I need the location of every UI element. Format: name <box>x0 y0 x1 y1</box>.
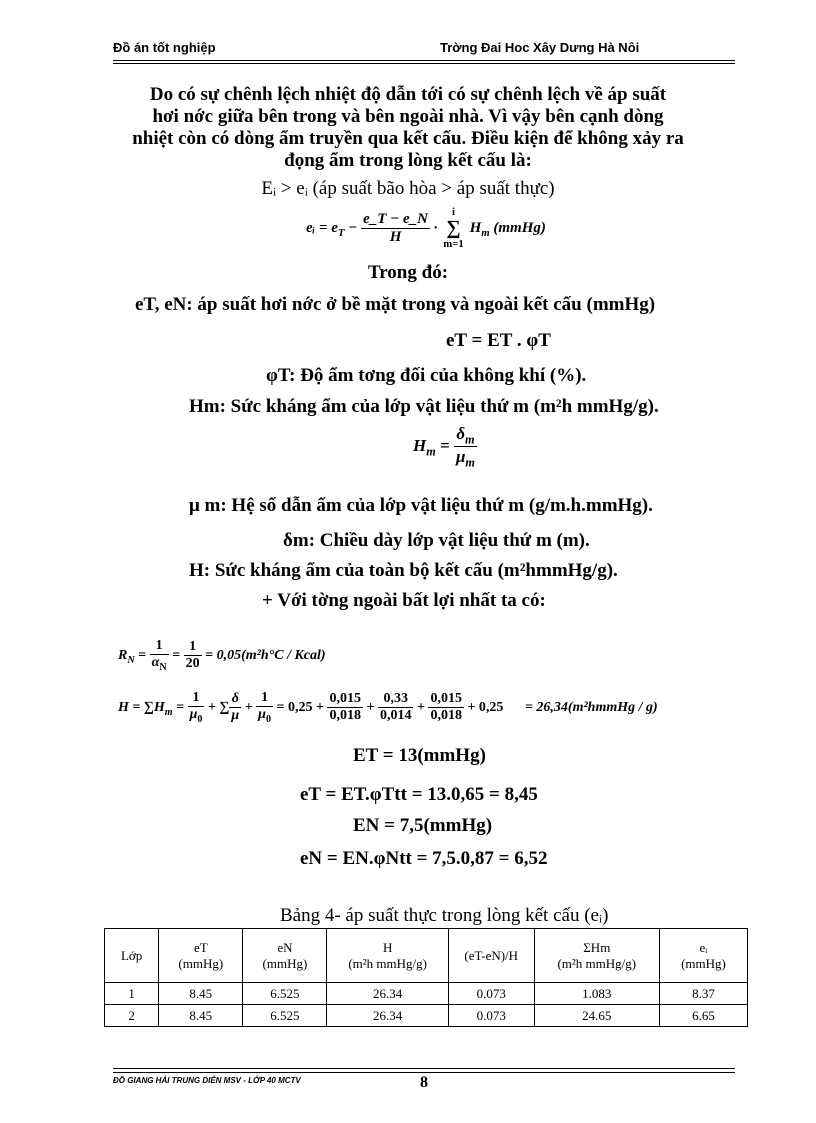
def-mu: μ m: Hệ số dẫn ẩm của lớp vật liệu thứ m (g/m.h.mmHg). <box>189 495 653 516</box>
header-cell: (eT-eN)/H <box>448 929 534 983</box>
pressure-table <box>104 928 748 1027</box>
table-cell: 2 <box>105 1005 159 1027</box>
table-header-row <box>105 929 748 983</box>
table-cell: 8.37 <box>659 983 747 1005</box>
table-row <box>105 1005 748 1027</box>
def-Hm: Hm: Sức kháng ẩm của lớp vật liệu thứ m (m²h mmHg/g). <box>189 396 659 417</box>
table-cell: 1 <box>105 983 159 1005</box>
table-cell: 6.65 <box>659 1005 747 1027</box>
formula-H: $H = \sum H_m$ = $\frac{1}{\mu_0}$ + ∑ $\frac{\delta}{\mu}$ + $\frac{1}{\mu_0}$ = 0,25 + $\frac{0,015}{0,018}$ + $\frac{0,33}{0,014}$ + $\frac{0,015}{0,018}$ + 0,25 = 26,34(m²hmmHg / g) <box>118 690 658 725</box>
footer-rule-2 <box>113 1072 735 1073</box>
formula-ei: eᵢ = $e_T$ − $\frac{e\_T - e\_N}{H}$ · i ∑ m=1 $H_m$ (mmHg) <box>306 206 546 251</box>
eq-eT: eT = ET . φT <box>446 330 551 351</box>
table-cell: 0.073 <box>448 1005 534 1027</box>
def-H: H: Sức kháng ẩm của toàn bộ kết cấu (m²hmmHg/g). <box>189 560 618 581</box>
formula-RN: $R_N$ = $\frac{1}{\alpha_N}$ = $\frac{1}{20}$ = 0,05(m²h°C / Kcal) <box>118 638 326 673</box>
header-cell: Lớp <box>105 929 159 983</box>
table-cell: 26.34 <box>327 1005 448 1027</box>
condition-line: Eᵢ > eᵢ (áp suất bão hòa > áp suất thực) <box>261 178 555 199</box>
calc-eT: eT = ET.φTtt = 13.0,65 = 8,45 <box>300 784 538 805</box>
header-cell: H (m²h mmHg/g) <box>327 929 448 983</box>
calc-ET: ET = 13(mmHg) <box>353 745 486 766</box>
header-rule-2 <box>113 63 735 64</box>
where-label: Trong đó: <box>367 262 449 283</box>
table-caption: Bảng 4- áp suất thực trong lòng kết cấu (eᵢ) <box>280 905 609 926</box>
table-cell: 24.65 <box>534 1005 659 1027</box>
footer-left: ĐỒ GIANG HẢI TRUNG DIỄN MSV - LỚP 40 MCTV <box>113 1076 301 1085</box>
footer-rule <box>113 1068 735 1069</box>
header-right: Trờng Đai Hoc Xây Dưng Hà Nôi <box>440 40 640 55</box>
table-cell: 6.525 <box>243 983 327 1005</box>
header-cell: ΣHm (m²h mmHg/g) <box>534 929 659 983</box>
table-row <box>105 983 748 1005</box>
page-number: 8 <box>420 1074 428 1091</box>
formula-Hm: $H_m$ = $\frac{\delta_m}{\mu_m}$ <box>413 424 475 470</box>
intro-line-3: nhiệt còn có dòng ẩm truyền qua kết cấu. Điều kiện để không xảy ra <box>132 128 684 149</box>
def-e: eT, eN: áp suất hơi nớc ở bề mặt trong và ngoài kết cấu (mmHg) <box>135 294 656 315</box>
table-cell: 8.45 <box>159 983 243 1005</box>
table-cell: 8.45 <box>159 1005 243 1027</box>
intro-line-2: hơi nớc giữa bên trong và bên ngoài nhà. Vì vậy bên cạnh dòng <box>152 106 664 127</box>
header-cell: eN (mmHg) <box>243 929 327 983</box>
intro-line-4: đọng ẩm trong lòng kết cấu là: <box>284 150 532 171</box>
header-cell: eᵢ (mmHg) <box>659 929 747 983</box>
calc-EN: EN = 7,5(mmHg) <box>353 815 493 836</box>
header-left: Đồ án tốt nghiệp <box>113 40 216 55</box>
table-cell: 6.525 <box>243 1005 327 1027</box>
table-cell: 0.073 <box>448 983 534 1005</box>
def-phi: φT: Độ ẩm tơng đối của không khí (%). <box>266 365 587 386</box>
intro-line-1: Do có sự chênh lệch nhiệt độ dẫn tới có sự chênh lệch về áp suất <box>149 84 667 105</box>
calc-eN: eN = EN.φNtt = 7,5.0,87 = 6,52 <box>300 848 548 869</box>
table-cell: 26.34 <box>327 983 448 1005</box>
header-cell: eT (mmHg) <box>159 929 243 983</box>
def-delta: δm: Chiều dày lớp vật liệu thứ m (m). <box>283 530 590 551</box>
table-cell: 1.083 <box>534 983 659 1005</box>
header-rule <box>113 60 735 61</box>
worst-case: + Với tờng ngoài bất lợi nhất ta có: <box>262 590 546 611</box>
